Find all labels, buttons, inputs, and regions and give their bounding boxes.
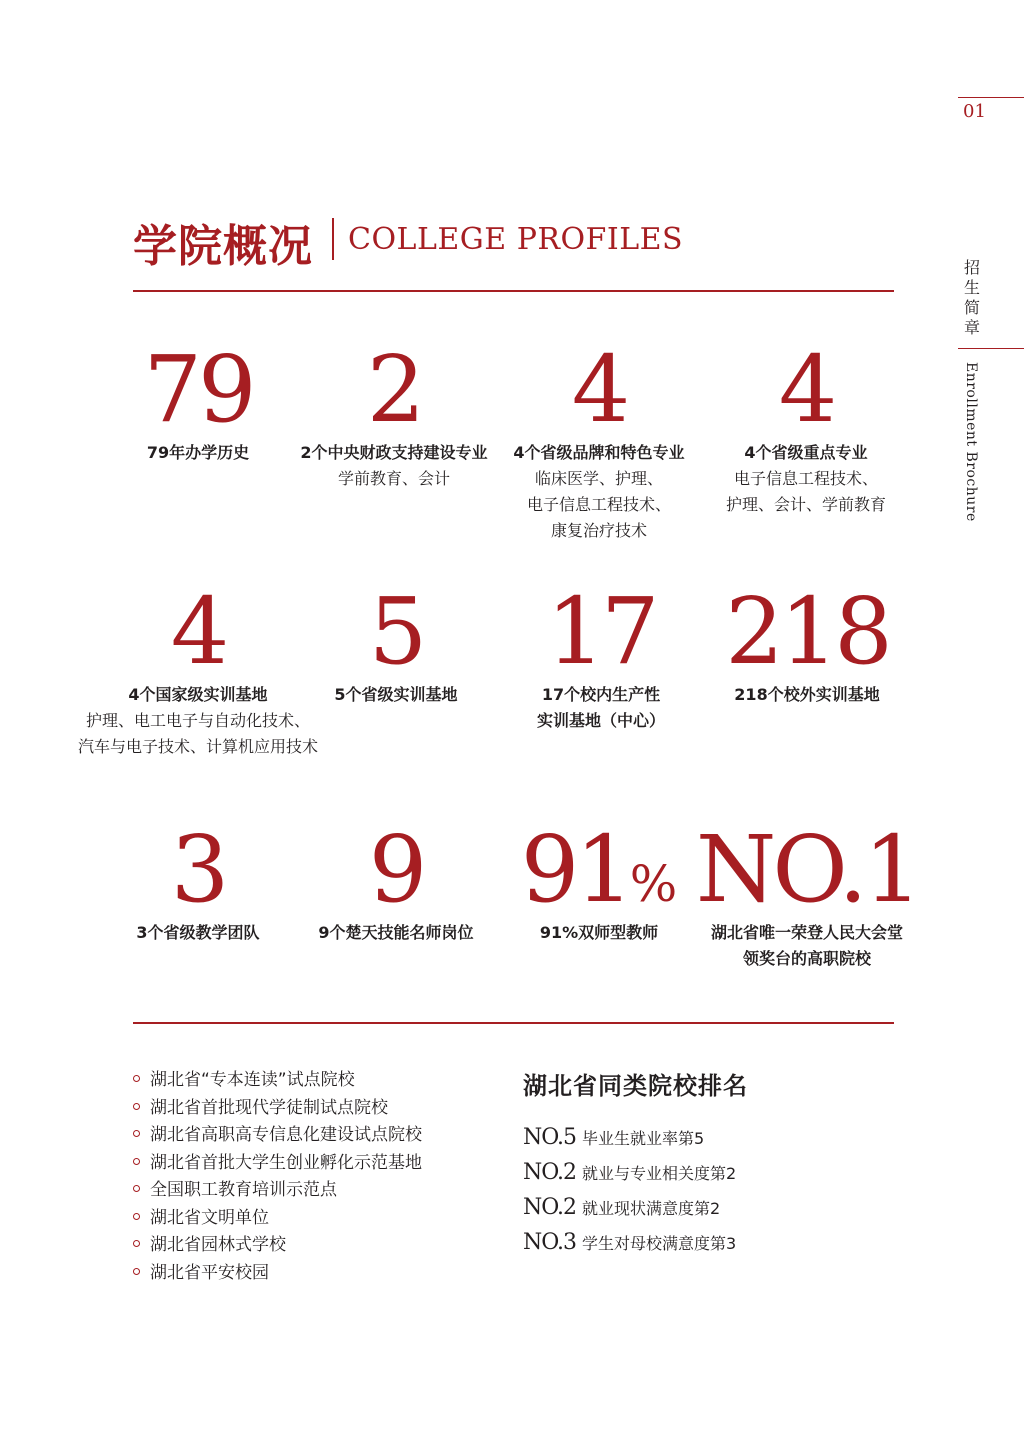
bullet-icon bbox=[133, 1158, 140, 1165]
stat-detail: 临床医学、护理、 bbox=[534, 469, 663, 488]
rankings-list bbox=[523, 1120, 736, 1260]
page-title-en: COLLEGE PROFILES bbox=[348, 222, 684, 257]
stat-label: 9个楚天技能名师岗位 bbox=[318, 923, 474, 942]
side-tab-cn bbox=[962, 258, 982, 338]
stat-detail: 护理、会计、学前教育 bbox=[725, 495, 886, 514]
stat-detail: 护理、电工电子与自动化技术、 bbox=[85, 711, 310, 730]
bullet-icon bbox=[133, 1103, 140, 1110]
bullet-icon bbox=[133, 1213, 140, 1220]
stat-number-value: 91 bbox=[520, 816, 630, 923]
stat-number: 3 bbox=[170, 816, 226, 923]
list-item bbox=[133, 1205, 422, 1233]
stat-detail: 康复治疗技术 bbox=[550, 521, 647, 540]
ranking-item bbox=[523, 1155, 736, 1190]
list-item bbox=[133, 1122, 422, 1150]
stat-label: 4个省级品牌和特色专业 bbox=[513, 443, 685, 462]
stat-number bbox=[479, 816, 719, 923]
bullet-icon bbox=[133, 1240, 140, 1247]
stat-number: 9 bbox=[368, 816, 424, 923]
bullet-icon bbox=[133, 1075, 140, 1082]
stat-label: 218个校外实训基地 bbox=[734, 685, 880, 704]
side-tab-rule bbox=[958, 348, 1024, 349]
stat-key-majors bbox=[686, 336, 926, 518]
list-item bbox=[133, 1095, 422, 1123]
list-item bbox=[133, 1177, 422, 1205]
list-item bbox=[133, 1067, 422, 1095]
stat-central-majors bbox=[274, 336, 514, 492]
rankings-title: 湖北省同类院校排名 bbox=[523, 1072, 748, 1100]
stat-campus-bases bbox=[481, 578, 721, 734]
stat-number-suffix: % bbox=[629, 855, 678, 913]
stat-label: 4个省级重点专业 bbox=[744, 443, 868, 462]
side-tab-char: 生 bbox=[963, 278, 980, 297]
stat-number: 4 bbox=[170, 578, 226, 685]
ranking-item bbox=[523, 1190, 736, 1225]
stat-brand-majors bbox=[479, 336, 719, 544]
stat-number: 4 bbox=[778, 336, 834, 443]
header-rule bbox=[133, 290, 894, 292]
side-tab-en: Enrollment Brochure bbox=[963, 362, 979, 522]
stat-detail: 电子信息工程技术、 bbox=[733, 469, 878, 488]
stat-provincial-bases bbox=[276, 578, 516, 708]
honor-text: 湖北省高职高专信息化建设试点院校 bbox=[150, 1125, 422, 1145]
page-number: 01 bbox=[963, 101, 986, 122]
ranking-number: NO.3 bbox=[523, 1230, 576, 1255]
honor-text: 湖北省首批现代学徒制试点院校 bbox=[150, 1097, 388, 1118]
stat-label: 17个校内生产性 bbox=[541, 685, 661, 704]
stat-label: 2个中央财政支持建设专业 bbox=[300, 443, 488, 462]
bullet-icon bbox=[133, 1185, 140, 1192]
ranking-text: 就业与专业相关度第2 bbox=[582, 1164, 737, 1183]
list-item bbox=[133, 1232, 422, 1260]
stat-detail: 汽车与电子技术、计算机应用技术 bbox=[78, 737, 319, 756]
bullet-icon bbox=[133, 1130, 140, 1137]
stat-label: 湖北省唯一荣登人民大会堂 bbox=[710, 923, 903, 942]
ranking-number: NO.2 bbox=[523, 1160, 576, 1185]
honor-text: 湖北省文明单位 bbox=[150, 1207, 269, 1228]
page-title-cn: 学院概况 bbox=[133, 221, 313, 272]
honor-text: 湖北省平安校园 bbox=[150, 1262, 269, 1283]
stat-label: 5个省级实训基地 bbox=[334, 685, 458, 704]
title-separator bbox=[332, 218, 334, 260]
ranking-item bbox=[523, 1225, 736, 1260]
stat-dual-teachers bbox=[479, 816, 719, 946]
ranking-text: 学生对母校满意度第3 bbox=[582, 1234, 737, 1253]
page-number-rule bbox=[958, 97, 1024, 98]
ranking-number: NO.5 bbox=[523, 1125, 576, 1150]
stat-number: 17 bbox=[546, 578, 656, 685]
side-tab-char: 招 bbox=[963, 258, 980, 277]
honor-text: 湖北省首批大学生创业孵化示范基地 bbox=[150, 1152, 422, 1173]
side-tab-char: 简 bbox=[963, 298, 980, 317]
stat-number: NO.1 bbox=[695, 816, 919, 923]
section-rule bbox=[133, 1022, 894, 1024]
stat-label: 91%双师型教师 bbox=[539, 923, 659, 942]
stat-number: 2 bbox=[366, 336, 422, 443]
stat-no1 bbox=[687, 816, 927, 972]
ranking-item bbox=[523, 1120, 736, 1155]
stat-detail: 实训基地（中心） bbox=[536, 711, 665, 730]
bullet-icon bbox=[133, 1268, 140, 1275]
stat-detail: 学前教育、会计 bbox=[337, 469, 450, 488]
honors-list bbox=[133, 1067, 422, 1287]
honor-text: 全国职工教育培训示范点 bbox=[150, 1180, 337, 1200]
stat-label: 3个省级教学团队 bbox=[136, 923, 260, 942]
stat-number: 4 bbox=[571, 336, 627, 443]
stat-number: 218 bbox=[725, 578, 889, 685]
list-item bbox=[133, 1150, 422, 1178]
ranking-text: 就业现状满意度第2 bbox=[582, 1199, 721, 1218]
honor-text: 湖北省“专本连读”试点院校 bbox=[150, 1070, 355, 1090]
side-tab-char: 章 bbox=[963, 318, 980, 337]
ranking-text: 毕业生就业率第5 bbox=[582, 1129, 705, 1148]
stat-offcampus-bases bbox=[687, 578, 927, 708]
stat-detail: 电子信息工程技术、 bbox=[526, 495, 671, 514]
honor-text: 湖北省园林式学校 bbox=[150, 1235, 286, 1255]
stat-label: 4个国家级实训基地 bbox=[128, 685, 268, 704]
list-item bbox=[133, 1260, 422, 1288]
ranking-number: NO.2 bbox=[523, 1195, 576, 1220]
stat-number: 5 bbox=[368, 578, 424, 685]
stat-label: 79年办学历史 bbox=[146, 443, 250, 462]
stat-detail: 领奖台的高职院校 bbox=[742, 949, 871, 968]
stat-number: 79 bbox=[143, 336, 253, 443]
